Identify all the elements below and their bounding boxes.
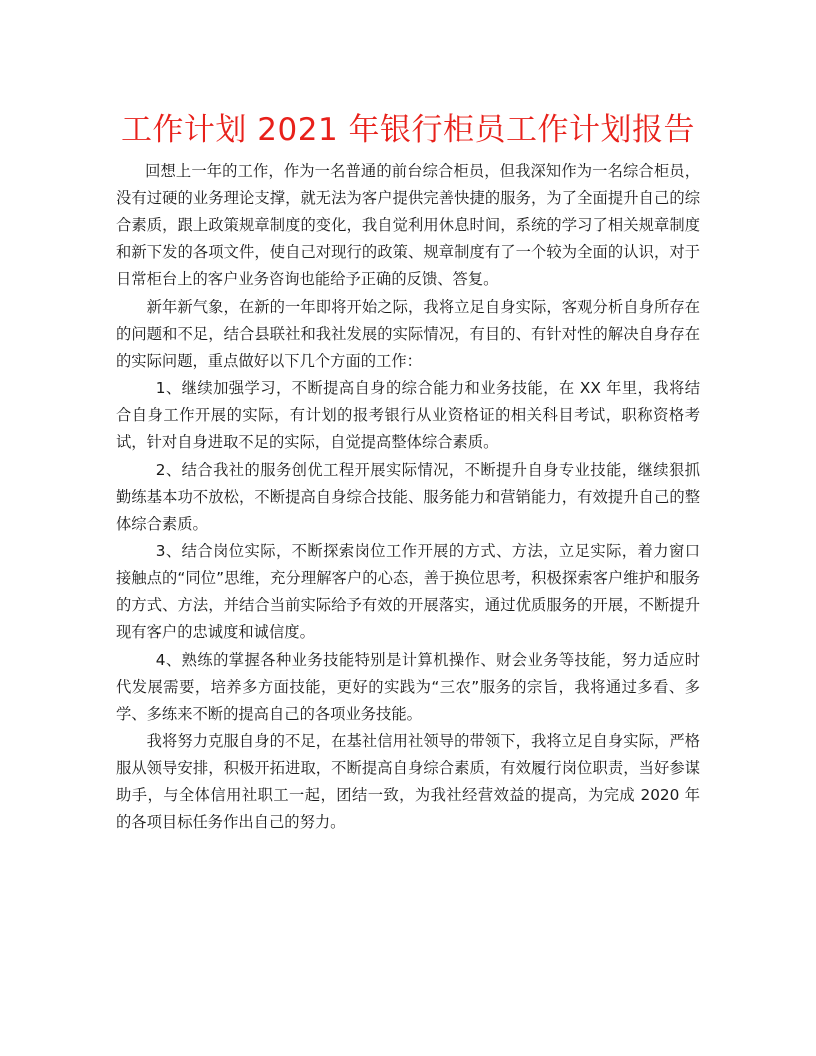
document-title: 工作计划 2021 年银行柜员工作计划报告 xyxy=(120,112,696,148)
paragraph-review: 回想上一年的工作，作为一名普通的前台综合柜员，但我深知作为一名综合柜员，没有过硬的业务理论支撑，就无法为客户提供完善快捷的服务，为了全面提升自己的综合素质，跟上政策规章制度的变化，我自觉利用休息时间，系统的学习了相关规章制度和新下发的各项文件，使自己对现行的政策、规章制度有了一个较为全面的认识，对于日常柜台上的客户业务咨询也能给予正确的反馈、答复。 xyxy=(116,162,700,289)
paragraph-item-4: 4、熟练的掌握各种业务技能特别是计算机操作、财会业务等技能，努力适应时代发展需要，培养多方面技能，更好的实践为“三农”服务的宗旨，我将通过多看、多学、多练来不断的提高自己的各项业务技能。 xyxy=(116,650,700,723)
paragraph-item-3: 3、结合岗位实际，不断探索岗位工作开展的方式、方法，立足实际，着力窗口接触点的“同位”思维，充分理解客户的心态，善于换位思考，积极探索客户维护和服务的方式、方法，并结合当前实际给予有效的开展落实，通过优质服务的开展，不断提升现有客户的忠诚度和诚信度。 xyxy=(116,542,700,642)
paragraph-conclusion: 我将努力克服自身的不足，在基社信用社领导的带领下，我将立足自身实际，严格服从领导安排，积极开拓进取，不断提高自身综合素质，有效履行岗位职责，当好参谋助手，与全体信用社职工一起，团结一致，为我社经营效益的提高，为完成 2020 年的各项目标任务作出自己的努力。 xyxy=(116,732,700,832)
paragraph-item-2: 2、结合我社的服务创优工程开展实际情况，不断提升自身专业技能，继续狠抓勤练基本功不放松，不断提高自身综合技能、服务能力和营销能力，有效提升自己的整体综合素质。 xyxy=(116,460,700,533)
paragraph-item-1: 1、继续加强学习，不断提高自身的综合能力和业务技能，在 XX 年里，我将结合自身工作开展的实际，有计划的报考银行从业资格证的相关科目考试，职称资格考试，针对自身进取不足的实际，自觉提高整体综合素质。 xyxy=(116,379,700,452)
paragraph-new-year: 新年新气象，在新的一年即将开始之际，我将立足自身实际，客观分析自身所存在的问题和不足，结合县联社和我社发展的实际情况，有目的、有针对性的解决自身存在的实际问题，重点做好以下几个方面的工作： xyxy=(116,297,700,370)
document-body xyxy=(116,158,700,837)
